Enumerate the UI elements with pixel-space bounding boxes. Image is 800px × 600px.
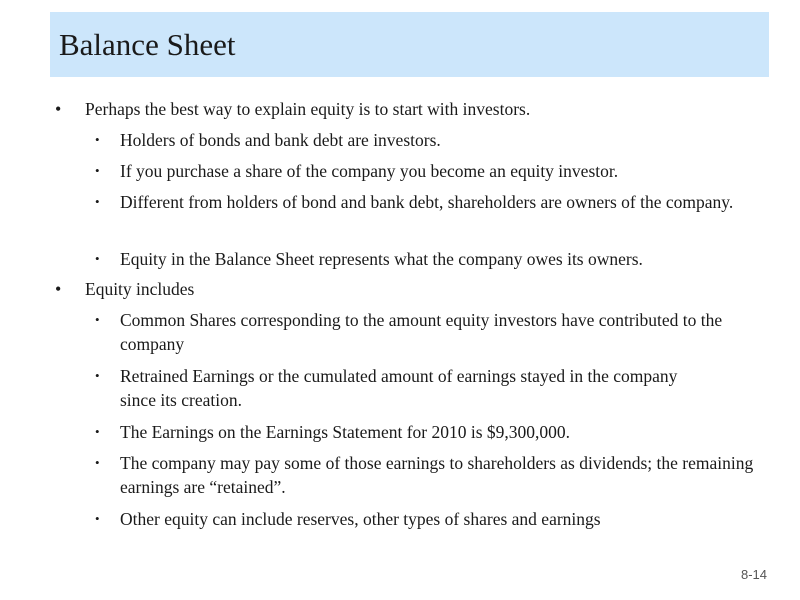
slide-title: Balance Sheet bbox=[59, 27, 236, 62]
page-number: 8-14 bbox=[741, 567, 768, 582]
sub-bullet-text: Equity in the Balance Sheet represents what the company owes its owners. bbox=[120, 249, 643, 269]
sub-bullet-text: The Earnings on the Earnings Statement for 2010 is $9,300,000. bbox=[120, 422, 571, 442]
sub-bullet-marker: • bbox=[95, 455, 100, 470]
sub-bullet-marker: • bbox=[95, 163, 100, 178]
bullet-marker: • bbox=[55, 279, 62, 299]
sub-bullet-marker: • bbox=[95, 511, 100, 526]
sub-bullet-marker: • bbox=[95, 424, 100, 439]
bullet-text: Equity includes bbox=[85, 279, 195, 299]
sub-bullet-text: Other equity can include reserves, other types of shares and earnings bbox=[120, 509, 601, 529]
sub-bullet-text: The company may pay some of those earnings to shareholders as dividends; the remaining earnings are “retained”. bbox=[120, 453, 754, 497]
bullet-marker: • bbox=[55, 99, 62, 119]
sub-bullet-marker: • bbox=[95, 312, 100, 327]
sub-bullet-item bbox=[95, 507, 770, 531]
sub-bullet-item bbox=[95, 128, 770, 152]
bullet-item bbox=[55, 277, 765, 301]
sub-bullet-marker: • bbox=[95, 132, 100, 147]
bullet-item bbox=[55, 97, 765, 121]
sub-bullet-text: If you purchase a share of the company you become an equity investor. bbox=[120, 161, 619, 181]
sub-bullet-marker: • bbox=[95, 251, 100, 266]
sub-bullet-item bbox=[95, 308, 770, 356]
sub-bullet-item bbox=[95, 159, 770, 183]
sub-bullet-marker: • bbox=[95, 194, 100, 209]
sub-bullet-text: Holders of bonds and bank debt are investors. bbox=[120, 130, 441, 150]
sub-bullet-text: Common Shares corresponding to the amount equity investors have contributed to the company bbox=[120, 310, 723, 354]
sub-bullet-item bbox=[95, 364, 705, 412]
sub-bullet-text: Different from holders of bond and bank debt, shareholders are owners of the company. bbox=[120, 192, 734, 212]
sub-bullet-marker: • bbox=[95, 368, 100, 383]
sub-bullet-item bbox=[95, 420, 770, 444]
bullet-text: Perhaps the best way to explain equity is to start with investors. bbox=[85, 99, 531, 119]
sub-bullet-item bbox=[95, 247, 770, 271]
sub-bullet-item bbox=[95, 451, 770, 499]
sub-bullet-item bbox=[95, 190, 770, 214]
sub-bullet-text: Retrained Earnings or the cumulated amount of earnings stayed in the company since its creation. bbox=[120, 366, 678, 410]
